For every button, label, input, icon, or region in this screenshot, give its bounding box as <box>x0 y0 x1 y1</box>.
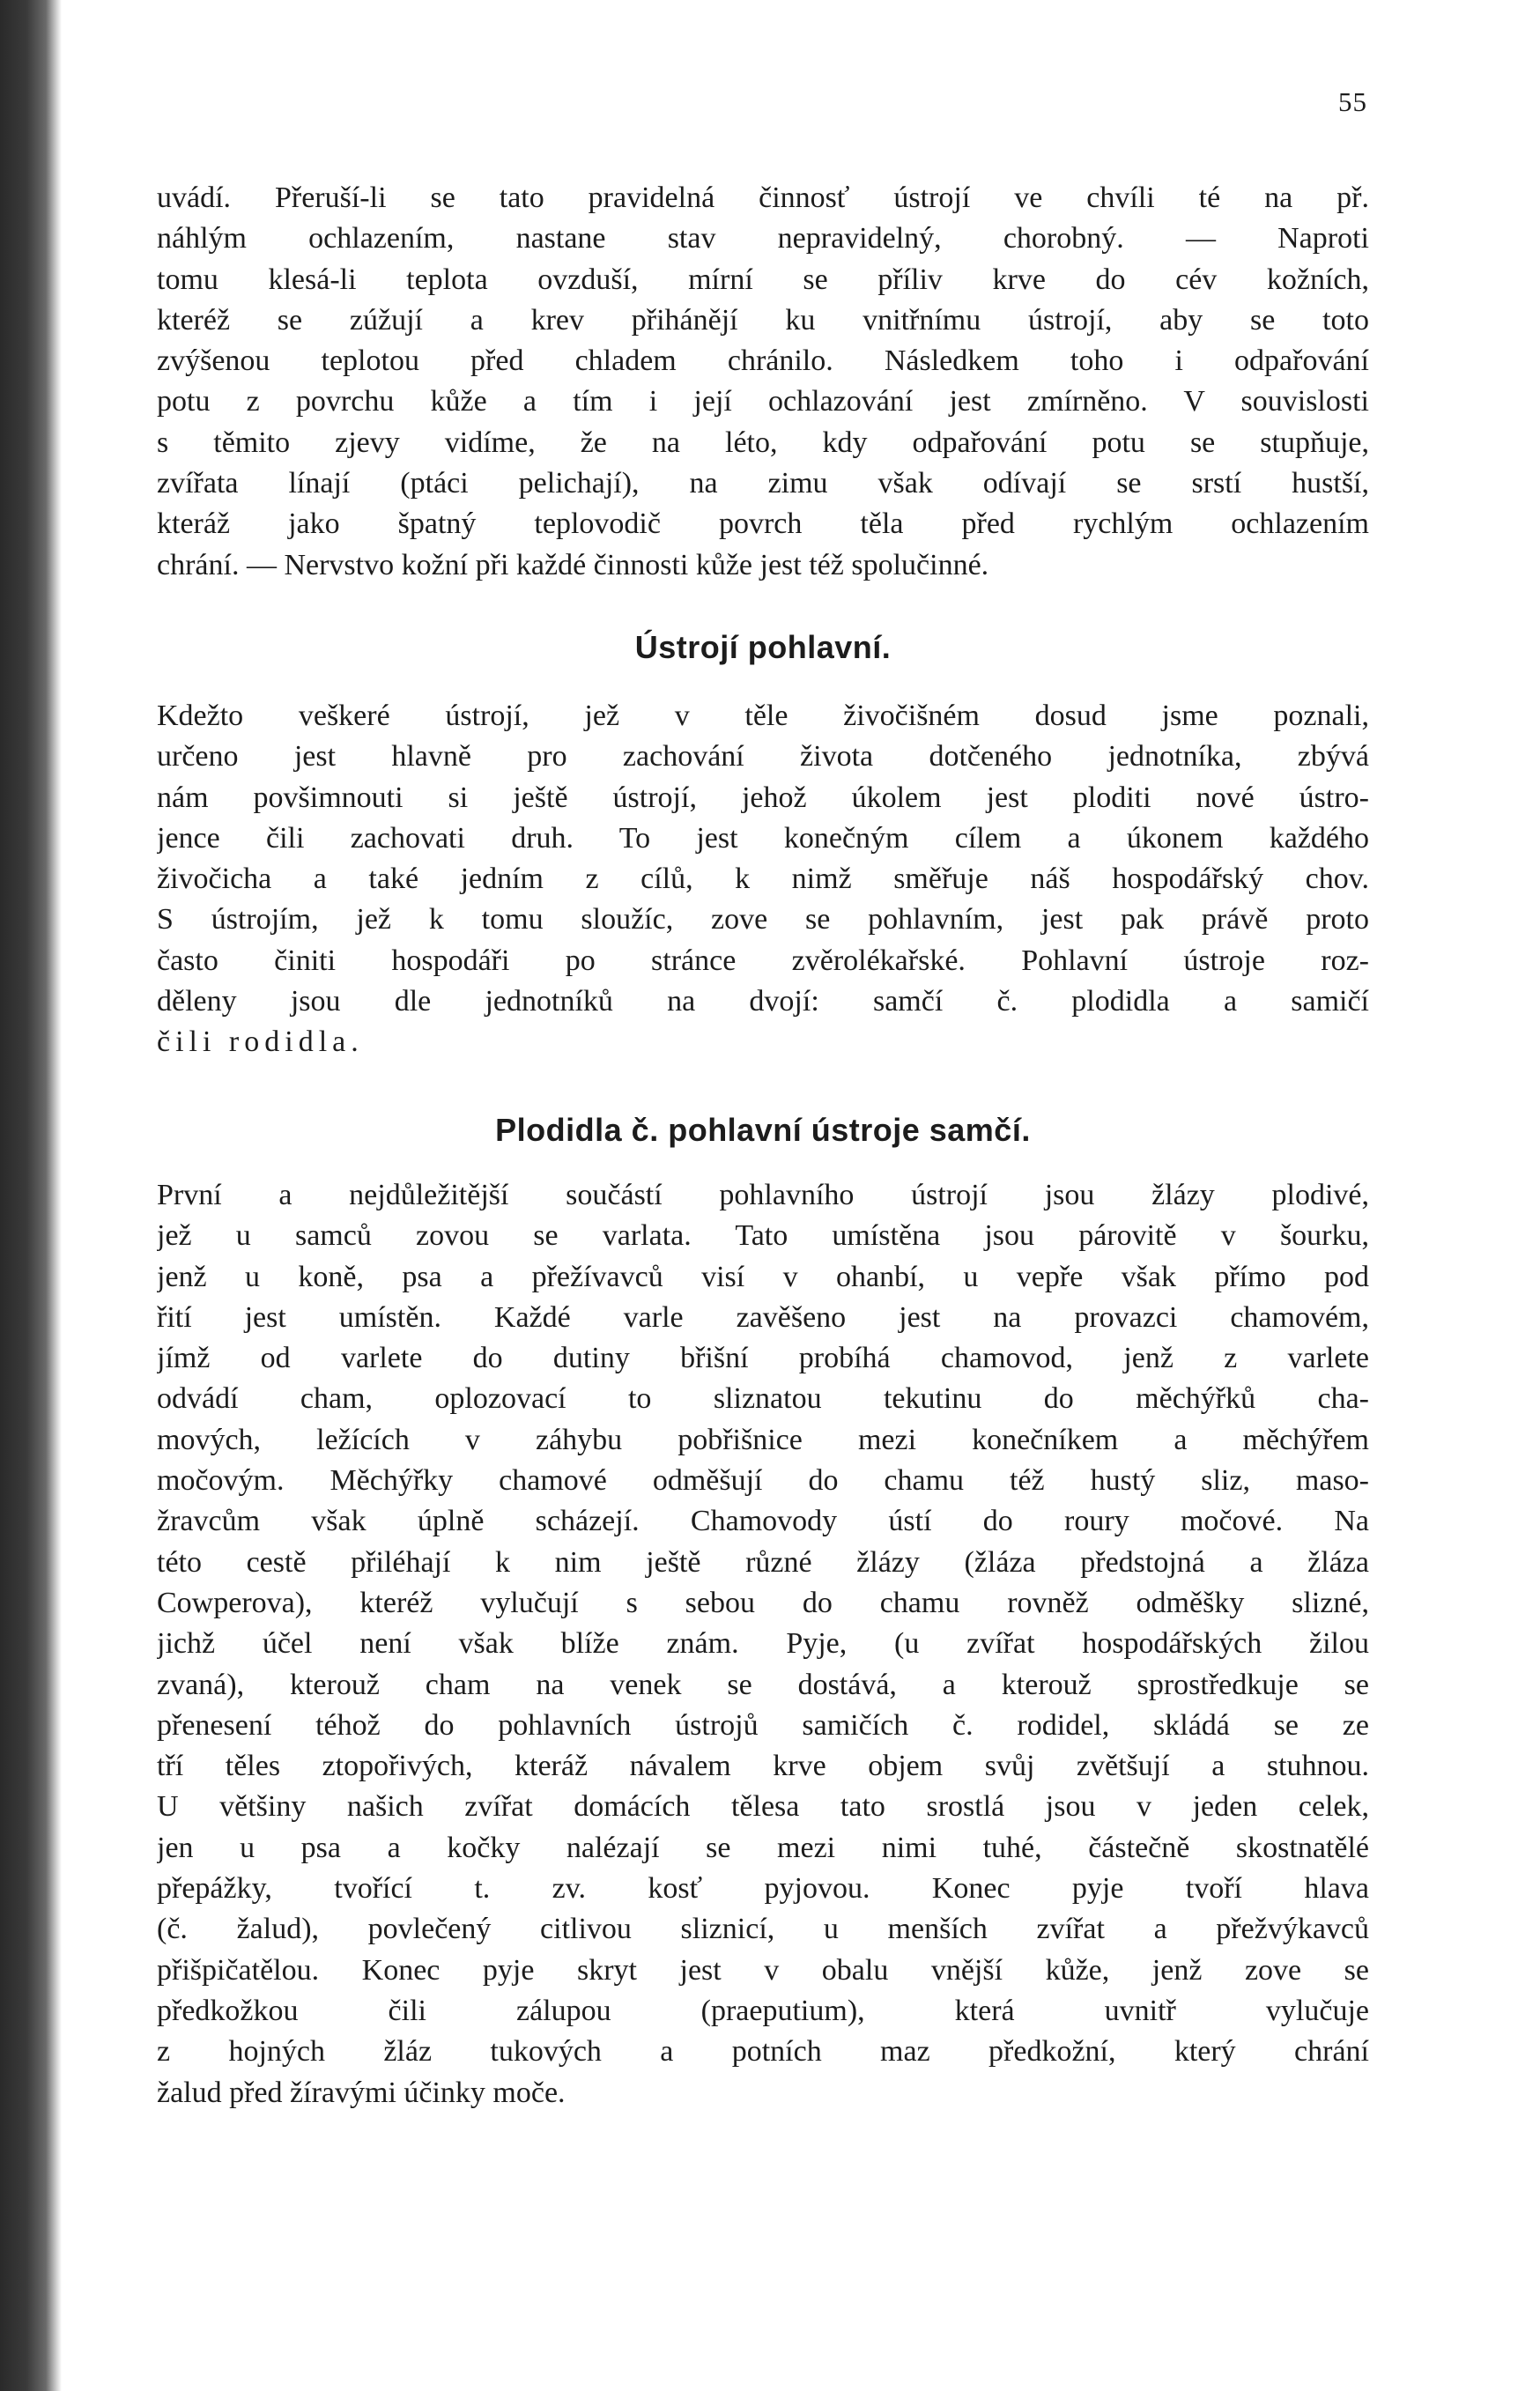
text-line: chrání. — Nervstvo kožní při každé činnosti kůže jest též spolučinné. <box>157 548 989 581</box>
text-line: přenesení téhož do pohlavních ústrojů samičích č. rodidel, skládá se ze <box>157 1708 1369 1742</box>
section-heading-male-organs: Plodidla č. pohlavní ústroje samčí. <box>495 1112 1031 1148</box>
text-line: Cowperova), kteréž vylučují s sebou do chamu rovněž odměšky slizné, <box>157 1586 1369 1619</box>
text-line: z hojných žláz tukových a potních maz předkožní, který chrání <box>157 2035 1369 2069</box>
text-line: přišpičatělou. Konec pyje skryt jest v obalu vnější kůže, jenž zove se <box>157 1953 1369 1987</box>
text-line: děleny jsou dle jednotníků na dvojí: samčí č. plodidla a samičí <box>157 985 1369 1018</box>
text-line: U většiny našich zvířat domácích tělesa tato srostlá jsou v jeden celek, <box>157 1790 1369 1824</box>
text-line: určeno jest hlavně pro zachování života dotčeného jednotníka, zbývá <box>157 740 1369 774</box>
text-line: jež u samců zovou se varlata. Tato umístěna jsou párovitě v šourku, <box>157 1219 1369 1253</box>
text-line: tomu klesá-li teplota ovzduší, mírní se příliv krve do cév kožních, <box>157 263 1369 296</box>
text-line: tří těles ztopořivých, kteráž návalem krve objem svůj zvětšují a stuhnou. <box>157 1750 1369 1783</box>
text-line: mových, ležících v záhybu pobřišnice mezi konečníkem a měchýřem <box>157 1423 1369 1456</box>
scan-binding-edge <box>0 0 62 2391</box>
text-line: přepážky, tvořící t. zv. kosť pyjovou. Konec pyje tvoří hlava <box>157 1872 1369 1906</box>
text-line: s těmito zjevy vidíme, že na léto, kdy odpařování potu se stupňuje, <box>157 426 1369 459</box>
text-line: zvýšenou teplotou před chladem chránilo. Následkem toho i odpařování <box>157 344 1369 378</box>
text-line: žravcům však úplně scházejí. Chamovody ústí do roury močové. Na <box>157 1505 1369 1538</box>
text-line: (č. žalud), povlečený citlivou sliznicí, u menších zvířat a přežvýkavců <box>157 1913 1369 1946</box>
text-line: potu z povrchu kůže a tím i její ochlazování jest zmírněno. V souvislosti <box>157 385 1369 418</box>
text-line: žalud před žíravými účinky moče. <box>157 2076 566 2109</box>
reproductive-organs-paragraph <box>157 696 1369 1063</box>
text-line: uvádí. Přeruší-li se tato pravidelná činnosť ústrojí ve chvíli té na př. <box>157 181 1369 214</box>
text-line: odvádí cham, oplozovací to sliznatou tekutinu do měchýřků cha- <box>157 1382 1369 1416</box>
text-line: S ústrojím, jež k tomu sloužíc, zove se pohlavním, jest pak právě proto <box>157 903 1369 936</box>
text-line: často činiti hospodáři po stránce zvěrolékařské. Pohlavní ústroje roz- <box>157 944 1369 977</box>
text-line: jichž účel není však blíže znám. Pyje, (u zvířat hospodářských žilou <box>157 1627 1369 1661</box>
text-line: čili rodidla. <box>157 1025 364 1059</box>
male-organs-paragraph <box>157 1175 1369 2113</box>
intro-paragraph <box>157 178 1369 586</box>
text-line: nám povšimnouti si ještě ústrojí, jehož úkolem jest ploditi nové ústro- <box>157 781 1369 814</box>
section-heading-reproductive-organs: Ústrojí pohlavní. <box>634 629 892 665</box>
text-line: kteréž se zúžují a krev přihánějí ku vnitřnímu ústrojí, aby se toto <box>157 303 1369 337</box>
text-line: jímž od varlete do dutiny břišní probíhá chamovod, jenž z varlete <box>157 1342 1369 1375</box>
text-line: náhlým ochlazením, nastane stav nepravidelný, chorobný. — Naproti <box>157 222 1369 255</box>
text-line: zvaná), kterouž cham na venek se dostává, a kterouž sprostředkuje se <box>157 1668 1369 1701</box>
text-line: živočicha a také jedním z cílů, k nimž směřuje náš hospodářský chov. <box>157 862 1369 896</box>
text-line: předkožkou čili zálupou (praeputium), která uvnitř vylučuje <box>157 1994 1369 2027</box>
text-line: Kdežto veškeré ústrojí, jež v těle živočišném dosud jsme poznali, <box>157 700 1369 732</box>
text-line: jenž u koně, psa a přežívavců visí v ohanbí, u vepře však přímo pod <box>157 1260 1369 1293</box>
text-line: jence čili zachovati druh. To jest konečným cílem a úkonem každého <box>157 821 1369 855</box>
text-line: jen u psa a kočky nalézají se mezi nimi tuhé, částečně skostnatělé <box>157 1831 1369 1864</box>
text-line: kteráž jako špatný teplovodič povrch těla před rychlým ochlazením <box>157 507 1369 541</box>
text-line: zvířata línají (ptáci pelichají), na zimu však odívají se srstí hustší, <box>157 467 1369 500</box>
text-line: této cestě přiléhají k nim ještě různé žlázy (žláza předstojná a žláza <box>157 1545 1369 1579</box>
text-line: První a nejdůležitější součástí pohlavního ústrojí jsou žlázy plodivé, <box>157 1179 1369 1211</box>
text-line: močovým. Měchýřky chamové odměšují do chamu též hustý sliz, maso- <box>157 1464 1369 1498</box>
text-line: řití jest umístěn. Každé varle zavěšeno jest na provazci chamovém, <box>157 1300 1369 1334</box>
page-number: 55 <box>1338 86 1367 117</box>
